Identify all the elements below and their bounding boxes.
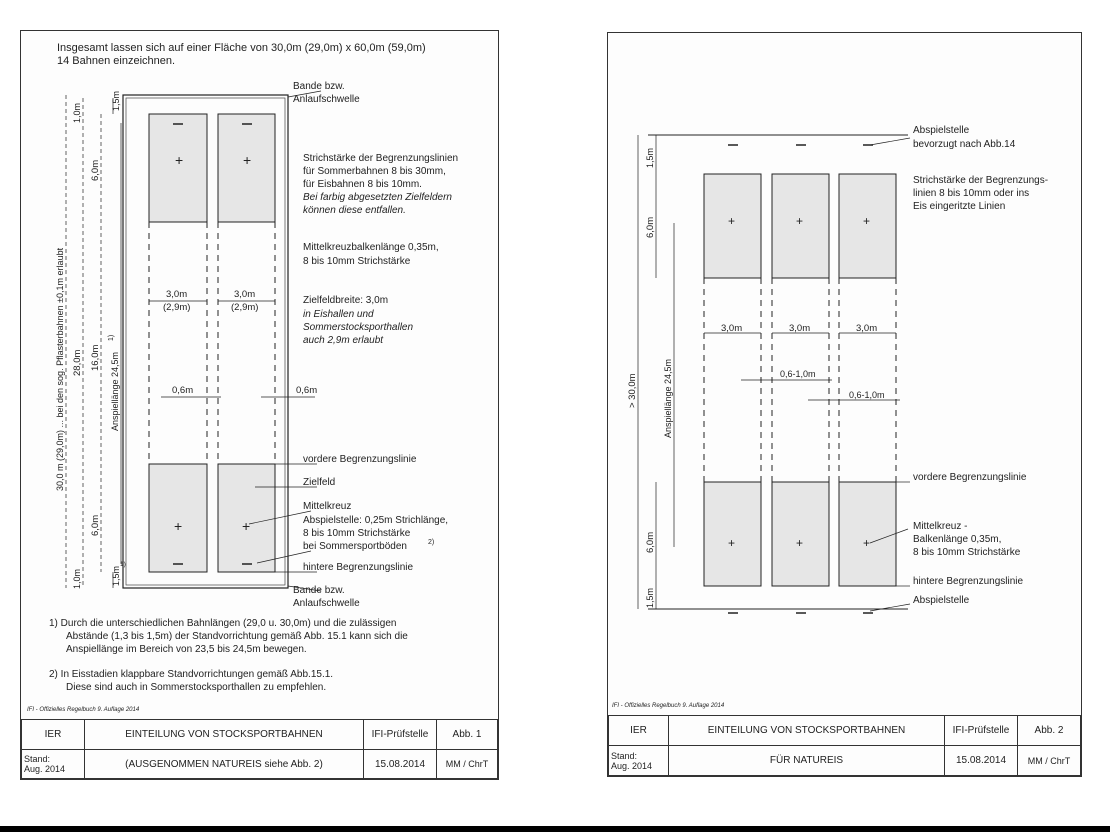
center-cross-icon: + — [242, 518, 251, 534]
label-hintere-linie: hintere Begrenzungslinie — [303, 562, 414, 573]
dim-6m-bottom: 6,0m — [90, 514, 101, 536]
dim-15m-bottom: 1,5m — [645, 587, 655, 608]
note-1: Abstände (1,3 bis 1,5m) der Standvorrichtung gemäß Abb. 15.1 kann sich die — [66, 631, 408, 642]
dim-gap: 0,6-1,0m — [849, 390, 885, 400]
dim-15m-top: 1,5m — [111, 90, 121, 111]
label-strich: Eis eingeritzte Linien — [913, 201, 1006, 212]
label-mittelkreuz: Mittelkreuz — [303, 501, 352, 512]
dim-6m-bottom: 6,0m — [645, 531, 656, 553]
tb-date: 15.08.2014 — [945, 746, 1018, 776]
label-abspielstelle-sup: 2) — [428, 539, 435, 546]
dim-15m-top: 1,5m — [645, 147, 655, 168]
dim-28m: 28,0m — [72, 349, 83, 376]
tb-author: MM / ChrT — [1018, 746, 1081, 776]
center-cross-icon: + — [863, 214, 871, 228]
header-line-2: 14 Bahnen einzeichnen. — [57, 55, 176, 67]
dim-anspiel: Anspiellänge 24,5m — [110, 351, 120, 431]
dim-15m-bottom: 1,5m — [111, 565, 121, 586]
center-cross-icon: + — [728, 214, 736, 228]
label-hintere-linie: hintere Begrenzungslinie — [913, 576, 1024, 587]
tb-stand-date: Aug. 2014 — [611, 760, 653, 771]
dim-gap: 0,6-1,0m — [780, 369, 816, 379]
label-strich: Strichstärke der Begrenzungslinien — [303, 153, 459, 164]
source-line: IFI - Offizielles Regelbuch 9. Auflage 2014 — [612, 703, 725, 709]
center-cross-icon: + — [175, 152, 184, 168]
title-block-abb1 — [21, 719, 498, 779]
tb-date: 15.08.2014 — [364, 750, 437, 779]
note-1: Anspiellänge im Bereich von 23,5 bis 24,5m bewegen. — [66, 644, 307, 655]
center-cross-icon: + — [796, 536, 804, 550]
center-cross-icon: + — [796, 214, 804, 228]
dim-lane-width: 3,0m — [166, 289, 188, 300]
tb-pruefstelle: IFI-Prüfstelle — [364, 720, 437, 750]
dim-total: 30,0 m (29,0m) ... bei den sog. Pflasterbahnen ±0,1m erlaubt — [55, 247, 65, 491]
drawing-sheet-abb2 — [607, 32, 1082, 777]
tb-subtitle: FÜR NATUREIS — [669, 746, 945, 776]
lane-diagram-abb2 — [608, 33, 1081, 715]
tb-abb: Abb. 2 — [1018, 716, 1081, 746]
dim-gap: 0,6m — [172, 385, 194, 396]
dim-6m-top: 6,0m — [645, 216, 656, 238]
target-field-bottom-lane1 — [704, 482, 761, 586]
target-field-top-lane1 — [149, 114, 207, 222]
label-mittelkreuz-balken: Mittelkreuzbalkenlänge 0,35m, — [303, 242, 439, 253]
center-cross-icon: + — [174, 518, 183, 534]
target-field-bottom-lane2 — [772, 482, 829, 586]
tb-ier: IER — [609, 716, 669, 746]
label-bande-top-2: Anlaufschwelle — [293, 94, 360, 105]
dim-lane-width: 3,0m — [856, 323, 878, 334]
source-line: IFI - Offizielles Regelbuch 9. Auflage 2014 — [27, 707, 140, 713]
label-mittelkreuz: Mittelkreuz - — [913, 521, 968, 532]
dim-16m: 16,0m — [90, 344, 101, 371]
label-bande-top: Bande bzw. — [293, 81, 345, 92]
note-2: 2) In Eisstadien klappbare Standvorrichtungen gemäß Abb.15.1. — [49, 669, 334, 680]
center-cross-icon: + — [728, 536, 736, 550]
dim-1m-bottom: 1,0m — [72, 568, 82, 589]
label-vordere-linie: vordere Begrenzungslinie — [303, 454, 417, 465]
label-zielfeldbreite: Zielfeldbreite: 3,0m — [303, 295, 389, 306]
dim-gap: 0,6m — [296, 385, 318, 396]
label-abspielstelle-top: Abspielstelle — [913, 125, 970, 136]
label-abspielstelle: Abspielstelle: 0,25m Strichlänge, — [303, 515, 449, 526]
dim-lane-width-alt: (2,9m) — [163, 302, 191, 313]
leader-line — [870, 138, 910, 145]
note-2: Diese sind auch in Sommerstocksporthallen zu empfehlen. — [66, 682, 327, 693]
title-block-abb2 — [608, 715, 1081, 776]
dim-lane-width: 3,0m — [789, 323, 811, 334]
label-strich: können diese entfallen. — [303, 205, 406, 216]
dim-lane-width: 3,0m — [721, 323, 743, 334]
note-1: 1) Durch die unterschiedlichen Bahnlängen (29,0 u. 30,0m) und die zulässigen — [49, 618, 397, 629]
label-mittelkreuz: Balkenlänge 0,35m, — [913, 534, 1002, 545]
label-bevorzugt: bevorzugt nach Abb.14 — [913, 139, 1016, 150]
label-zielfeldbreite: in Eishallen und — [303, 309, 374, 320]
label-strich: für Eisbahnen 8 bis 10mm. — [303, 179, 422, 190]
tb-pruefstelle: IFI-Prüfstelle — [945, 716, 1018, 746]
tb-stand — [609, 746, 669, 776]
tb-stand — [22, 750, 85, 779]
center-cross-icon: + — [243, 152, 252, 168]
label-mittelkreuz-balken: 8 bis 10mm Strichstärke — [303, 256, 411, 267]
tb-title: EINTEILUNG VON STOCKSPORTBAHNEN — [85, 720, 364, 750]
tb-abb: Abb. 1 — [437, 720, 498, 750]
tb-stand-label: Stand: — [24, 754, 51, 764]
header-line-1: Insgesamt lassen sich auf einer Fläche von 30,0m (29,0m) x 60,0m (59,0m) — [57, 42, 426, 54]
drawing-sheet-abb1 — [20, 30, 499, 780]
center-cross-icon: + — [863, 536, 871, 550]
dim-anspiel-sup: 1) — [108, 334, 115, 341]
target-field-top-lane2 — [218, 114, 275, 222]
tb-title: EINTEILUNG VON STOCKSPORTBAHNEN — [669, 716, 945, 746]
label-strich: Bei farbig abgesetzten Zielfeldern — [303, 192, 452, 203]
tb-ier: IER — [22, 720, 85, 750]
dim-1m-top: 1,0m — [72, 102, 82, 123]
tb-subtitle: (AUSGENOMMEN NATUREIS siehe Abb. 2) — [85, 750, 364, 779]
dim-15m-bottom-sup: 1) — [120, 561, 126, 568]
target-field-bottom-lane3 — [839, 482, 896, 586]
bottom-bar — [0, 826, 1110, 832]
label-zielfeldbreite: Sommerstocksporthallen — [303, 322, 414, 333]
label-strich: Strichstärke der Begrenzungs- — [913, 175, 1049, 186]
tb-stand-label: Stand: — [611, 750, 638, 761]
label-strich: für Sommerbahnen 8 bis 30mm, — [303, 166, 446, 177]
leader-line — [870, 604, 910, 611]
lane-diagram-abb1 — [21, 31, 498, 719]
dim-anspiel: Anspiellänge 24,5m — [663, 358, 673, 438]
label-vordere-linie: vordere Begrenzungslinie — [913, 472, 1027, 483]
label-abspielstelle-bottom: Abspielstelle — [913, 595, 970, 606]
tb-stand-date: Aug. 2014 — [24, 764, 66, 774]
tb-author: MM / ChrT — [437, 750, 498, 779]
label-bande-bottom: Bande bzw. — [293, 585, 345, 596]
label-bande-bottom-2: Anlaufschwelle — [293, 598, 360, 609]
dim-total: > 30,0m — [627, 373, 638, 408]
label-strich: linien 8 bis 10mm oder ins — [913, 188, 1030, 199]
label-abspielstelle: 8 bis 10mm Strichstärke — [303, 528, 411, 539]
dim-lane-width-alt: (2,9m) — [231, 302, 259, 313]
dim-lane-width: 3,0m — [234, 289, 256, 300]
label-zielfeld: Zielfeld — [303, 477, 336, 488]
label-mittelkreuz: 8 bis 10mm Strichstärke — [913, 547, 1021, 558]
label-abspielstelle: bei Sommersportböden — [303, 541, 407, 552]
label-zielfeldbreite: auch 2,9m erlaubt — [303, 335, 384, 346]
dim-6m-top: 6,0m — [90, 159, 101, 181]
